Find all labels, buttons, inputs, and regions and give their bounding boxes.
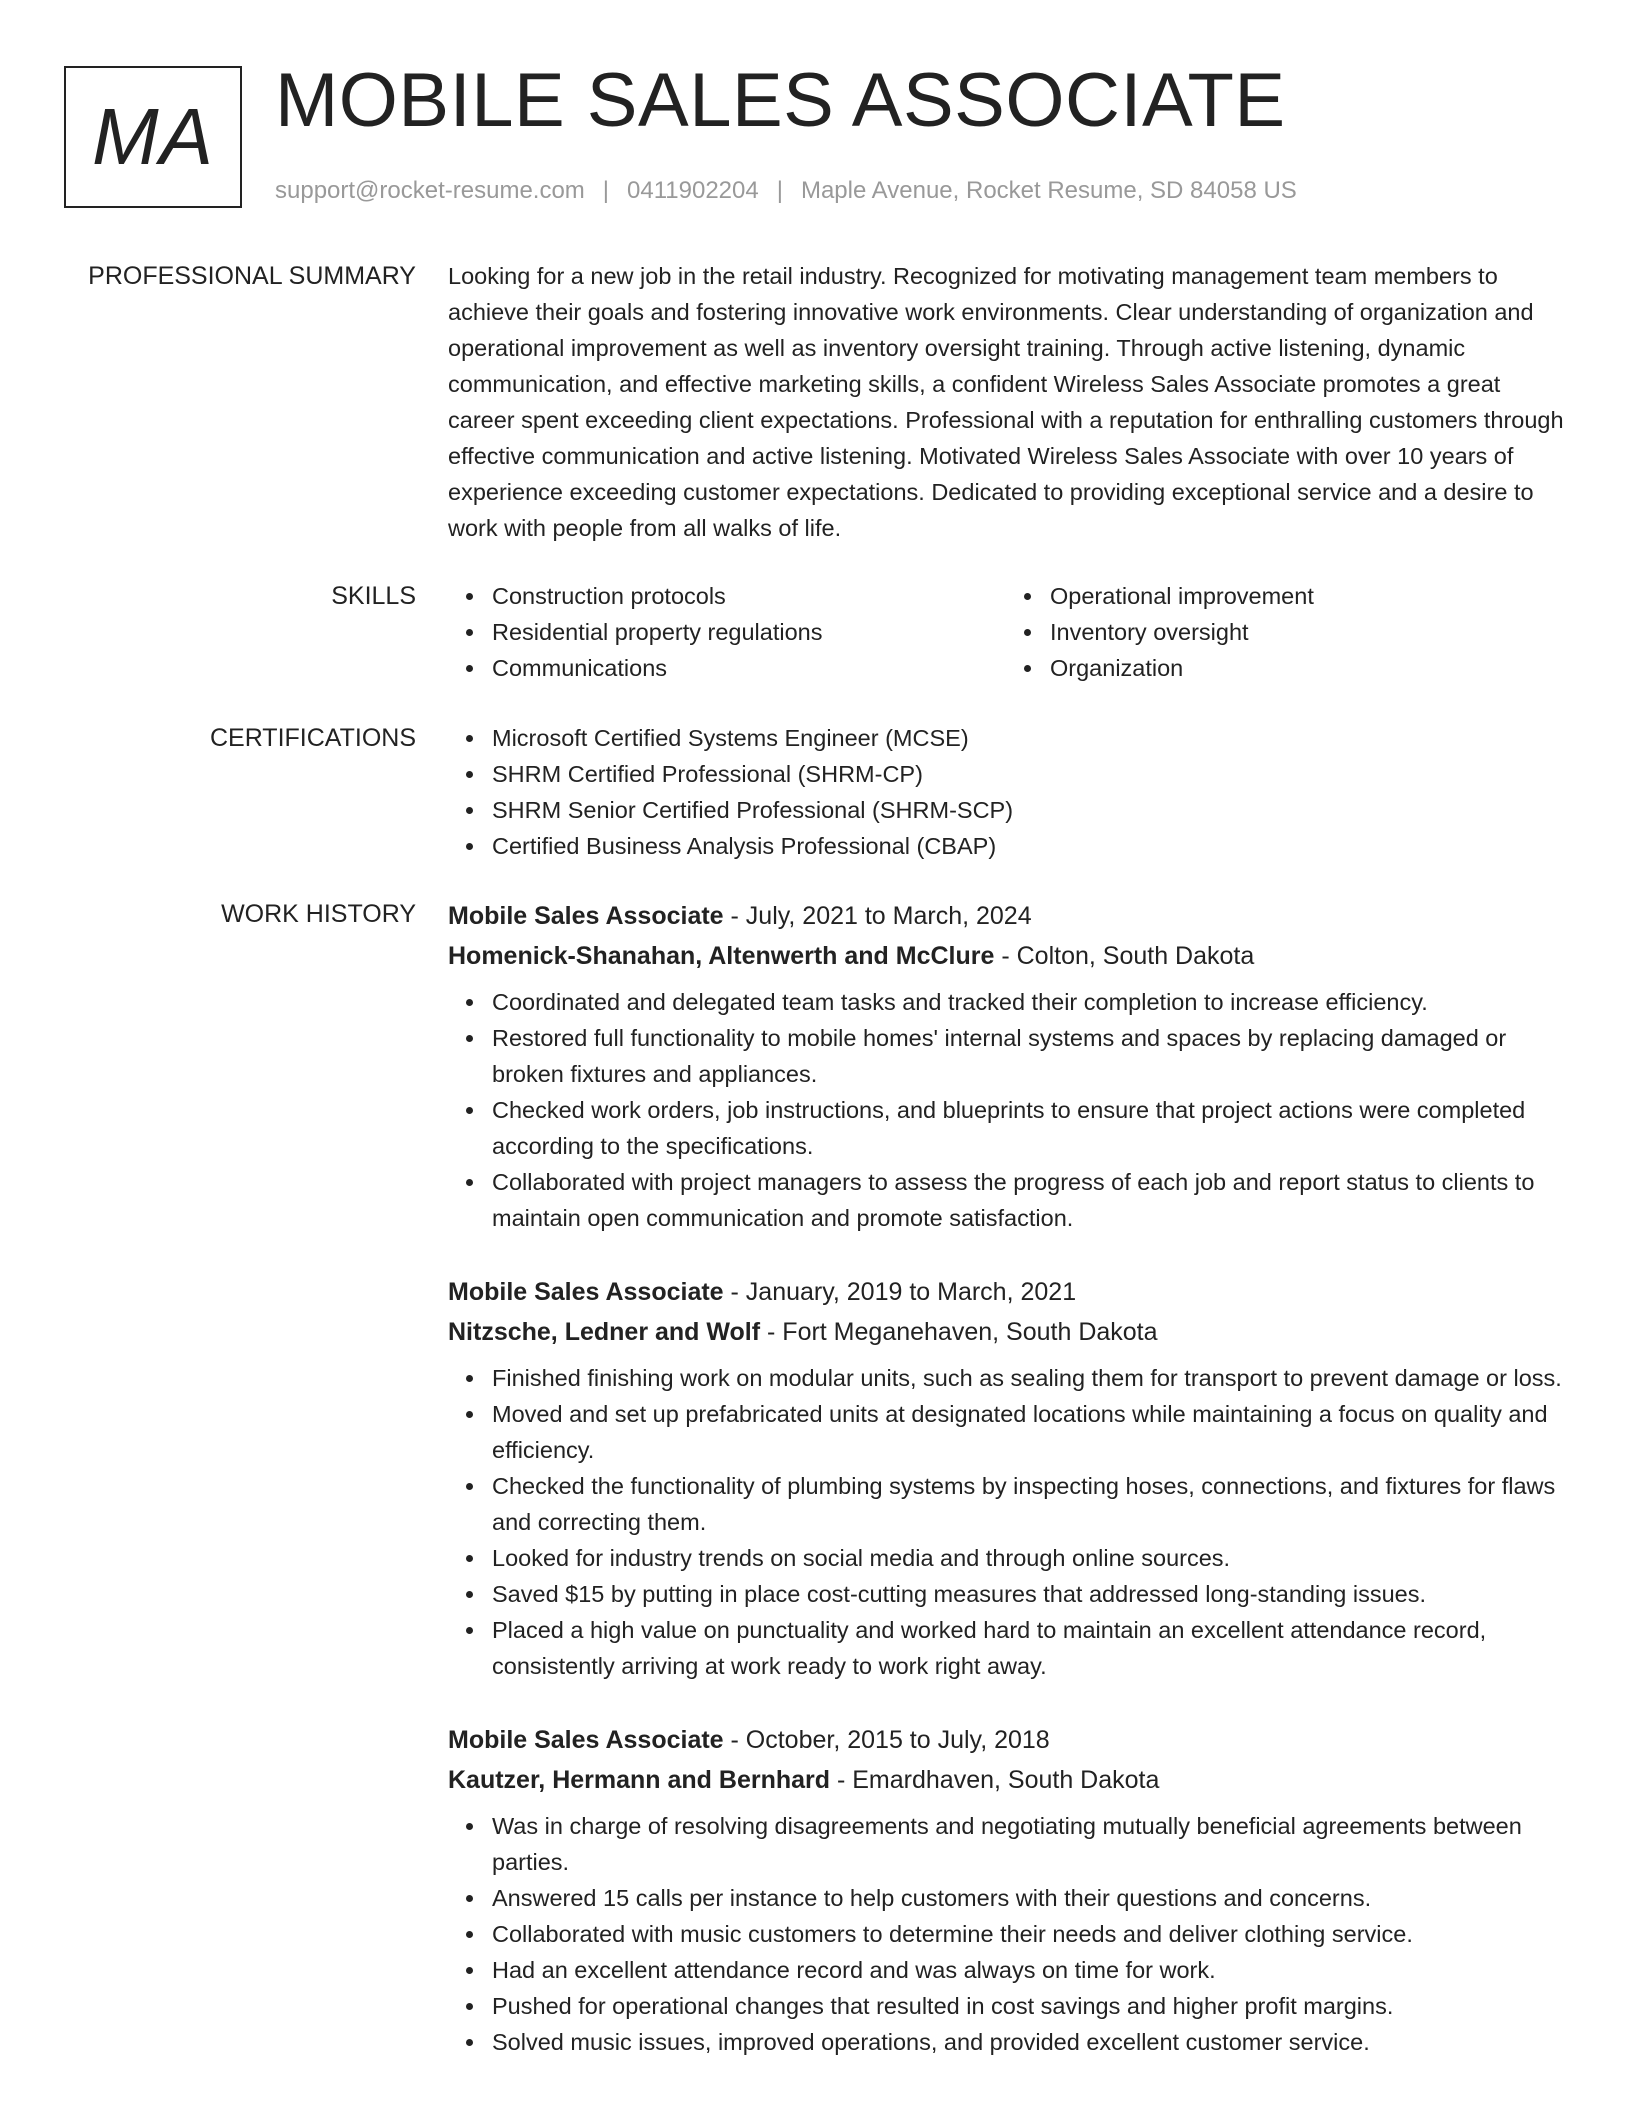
- certification-item: SHRM Senior Certified Professional (SHRM-SCP): [492, 792, 1564, 828]
- contact-separator: |: [776, 177, 783, 204]
- skill-item: Communications: [492, 650, 1006, 686]
- job-location: - Emardhaven, South Dakota: [830, 1766, 1160, 1794]
- job-title-line: [448, 1720, 1564, 1760]
- job-company-line: [448, 936, 1564, 976]
- certification-item: SHRM Certified Professional (SHRM-CP): [492, 756, 1564, 792]
- job-title: Mobile Sales Associate: [448, 902, 724, 930]
- job-entry: [448, 1720, 1564, 2060]
- skill-item: Inventory oversight: [1050, 614, 1564, 650]
- job-bullet: Was in charge of resolving disagreements and negotiating mutually beneficial agreements between parties.: [492, 1808, 1564, 1880]
- summary-body: [448, 258, 1564, 546]
- job-company: Nitzsche, Ledner and Wolf: [448, 1318, 761, 1346]
- job-bullets: [448, 984, 1564, 1236]
- summary-text: Looking for a new job in the retail industry. Recognized for motivating management team members to achieve their goals and fostering innovative work environments. Clear understanding of organization and operational improvement as well as inventory oversight training. Through active listening, dynamic communication, and effective marketing skills, a confident Wireless Sales Associate promotes a great career spent exceeding client expectations. Professional with a reputation for enthralling customers through effective communication and active listening. Motivated Wireless Sales Associate with over 10 years of experience exceeding customer expectations. Dedicated to providing exceptional service and a desire to work with people from all walks of life.: [448, 263, 1564, 541]
- job-location: - Colton, South Dakota: [994, 942, 1255, 970]
- contact-address: Maple Avenue, Rocket Resume, SD 84058 US: [800, 177, 1297, 204]
- job-bullet: Finished finishing work on modular units, such as sealing them for transport to prevent damage or loss.: [492, 1360, 1564, 1396]
- contact-line: [275, 174, 1297, 208]
- skills-body: [448, 578, 1564, 686]
- job-title-line: [448, 896, 1564, 936]
- job-bullet: Answered 15 calls per instance to help customers with their questions and concerns.: [492, 1880, 1564, 1916]
- job-location: - Fort Meganehaven, South Dakota: [760, 1318, 1158, 1346]
- job-company-line: [448, 1760, 1564, 1800]
- section-label-skills: SKILLS: [331, 582, 416, 610]
- skill-item: Construction protocols: [492, 578, 1006, 614]
- job-entry: [448, 1272, 1564, 1684]
- job-bullet: Pushed for operational changes that resulted in cost savings and higher profit margins.: [492, 1988, 1564, 2024]
- work-history-body: [448, 896, 1564, 2096]
- job-bullet: Checked the functionality of plumbing systems by inspecting hoses, connections, and fixtures for flaws and correcting them.: [492, 1468, 1564, 1540]
- contact-email: support@rocket-resume.com: [275, 177, 585, 204]
- contact-phone: 0411902204: [627, 177, 759, 204]
- job-bullets: [448, 1360, 1564, 1684]
- skill-item: Residential property regulations: [492, 614, 1006, 650]
- skill-item: Operational improvement: [1050, 578, 1564, 614]
- job-title: Mobile Sales Associate: [448, 1278, 724, 1306]
- section-label-certifications: CERTIFICATIONS: [209, 724, 416, 752]
- section-label-summary: PROFESSIONAL SUMMARY: [88, 262, 416, 290]
- certifications-body: [448, 720, 1564, 864]
- skills-list-right: [1006, 578, 1564, 686]
- job-bullet: Collaborated with music customers to determine their needs and deliver clothing service.: [492, 1916, 1564, 1952]
- job-bullet: Checked work orders, job instructions, and blueprints to ensure that project actions were completed according to the specifications.: [492, 1092, 1564, 1164]
- job-dates: - October, 2015 to July, 2018: [723, 1726, 1050, 1754]
- job-bullet: Placed a high value on punctuality and worked hard to maintain an excellent attendance record, consistently arriving at work ready to work right away.: [492, 1612, 1564, 1684]
- job-bullet: Saved $15 by putting in place cost-cutting measures that addressed long-standing issues.: [492, 1576, 1564, 1612]
- job-title: Mobile Sales Associate: [448, 1726, 724, 1754]
- job-bullet: Solved music issues, improved operations, and provided excellent customer service.: [492, 2024, 1564, 2060]
- job-title-line: [448, 1272, 1564, 1312]
- certification-item: Certified Business Analysis Professional (CBAP): [492, 828, 1564, 864]
- job-bullet: Moved and set up prefabricated units at designated locations while maintaining a focus on quality and efficiency.: [492, 1396, 1564, 1468]
- job-dates: - July, 2021 to March, 2024: [723, 902, 1032, 930]
- skills-list-left: [448, 578, 1006, 686]
- section-label-work-history: WORK HISTORY: [221, 900, 416, 928]
- job-dates: - January, 2019 to March, 2021: [723, 1278, 1077, 1306]
- monogram-initials: MA: [92, 92, 214, 181]
- resume-name: MOBILE SALES ASSOCIATE: [275, 58, 1286, 143]
- job-bullet: Collaborated with project managers to assess the progress of each job and report status to clients to maintain open communication and promote satisfaction.: [492, 1164, 1564, 1236]
- job-company: Homenick-Shanahan, Altenwerth and McClure: [448, 942, 995, 970]
- job-bullet: Looked for industry trends on social media and through online sources.: [492, 1540, 1564, 1576]
- job-company-line: [448, 1312, 1564, 1352]
- job-entry: [448, 896, 1564, 1236]
- certifications-list: [448, 720, 1564, 864]
- contact-separator: |: [602, 177, 610, 204]
- job-bullet: Restored full functionality to mobile homes' internal systems and spaces by replacing damaged or broken fixtures and appliances.: [492, 1020, 1564, 1092]
- job-bullet: Had an excellent attendance record and was always on time for work.: [492, 1952, 1564, 1988]
- certification-item: Microsoft Certified Systems Engineer (MCSE): [492, 720, 1564, 756]
- monogram-box: [64, 66, 242, 208]
- job-bullet: Coordinated and delegated team tasks and tracked their completion to increase efficiency.: [492, 984, 1564, 1020]
- job-company: Kautzer, Hermann and Bernhard: [448, 1766, 831, 1794]
- skill-item: Organization: [1050, 650, 1564, 686]
- job-bullets: [448, 1808, 1564, 2060]
